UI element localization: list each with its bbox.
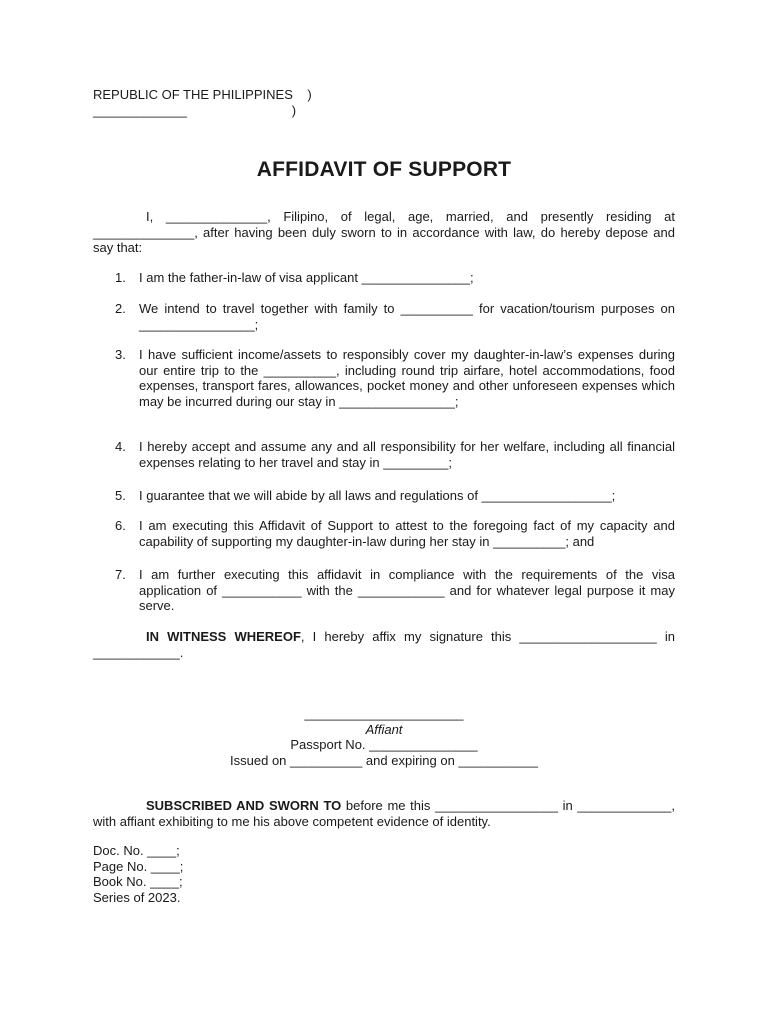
witness-heading: IN WITNESS WHEREOF xyxy=(146,629,301,644)
jurat-text: before me this _________________ in _____________, with affiant exhibiting to me his above competent evidence of identity. xyxy=(93,798,675,829)
series-year: Series of 2023. xyxy=(93,889,181,905)
item-number: 3. xyxy=(115,347,126,362)
signature-line: ______________________ xyxy=(304,706,464,721)
intro-paragraph: I, ______________, Filipino, of legal, age, married, and presently residing at ______________, after having been duly sworn to in accordance with law, do hereby depose and say that: xyxy=(93,209,675,256)
item-number: 5. xyxy=(115,488,126,503)
venue-header xyxy=(93,87,353,119)
item-text: We intend to travel together with family to __________ for vacation/tourism purposes on ________________; xyxy=(139,301,675,332)
passport-number-line: Passport No. _______________ xyxy=(290,737,478,753)
doc-number: Doc. No. ____; xyxy=(93,843,180,858)
item-number: 1. xyxy=(115,270,126,285)
venue-line-blank: _____________ ) xyxy=(93,103,297,118)
jurat-paragraph xyxy=(93,798,675,829)
jurat-heading: SUBSCRIBED AND SWORN TO xyxy=(146,798,342,813)
affiant-label: Affiant xyxy=(365,721,403,737)
item-text: I have sufficient income/assets to responsibly cover my daughter-in-law’s expenses during our entire trip to the __________, including round trip airfare, hotel accommodations, food expenses, transport fares, allowances, pocket money and other unforeseen expenses which may be incurred during our stay in ________________; xyxy=(139,347,675,409)
witness-paragraph xyxy=(93,629,675,660)
item-text: I am the father-in-law of visa applicant _______________; xyxy=(139,270,474,285)
book-number: Book No. ____; xyxy=(93,874,183,890)
item-number: 7. xyxy=(115,567,126,582)
document-title: AFFIDAVIT OF SUPPORT xyxy=(256,158,512,181)
item-text: I am further executing this affidavit in compliance with the requirements of the visa application of ___________ with the ____________ and for whatever legal purpose it may serve. xyxy=(139,567,675,614)
item-number: 6. xyxy=(115,518,126,533)
item-text: I hereby accept and assume any and all responsibility for her welfare, including all financial expenses relating to her travel and stay in _________; xyxy=(139,439,675,470)
signature-block xyxy=(0,706,768,768)
page-number: Page No. ____; xyxy=(93,858,184,874)
item-number: 2. xyxy=(115,301,126,316)
item-number: 4. xyxy=(115,439,126,454)
witness-text: , I hereby affix my signature this ___________________ in ____________. xyxy=(93,629,676,660)
item-text: I guarantee that we will abide by all laws and regulations of __________________; xyxy=(139,488,616,503)
venue-line-country: REPUBLIC OF THE PHILIPPINES ) xyxy=(93,87,312,102)
passport-validity-line: Issued on __________ and expiring on ___________ xyxy=(230,752,538,768)
notarial-register xyxy=(93,843,183,905)
item-text: I am executing this Affidavit of Support to attest to the foregoing fact of my capacity and capability of supporting my daughter-in-law during her stay in __________; and xyxy=(139,518,675,549)
